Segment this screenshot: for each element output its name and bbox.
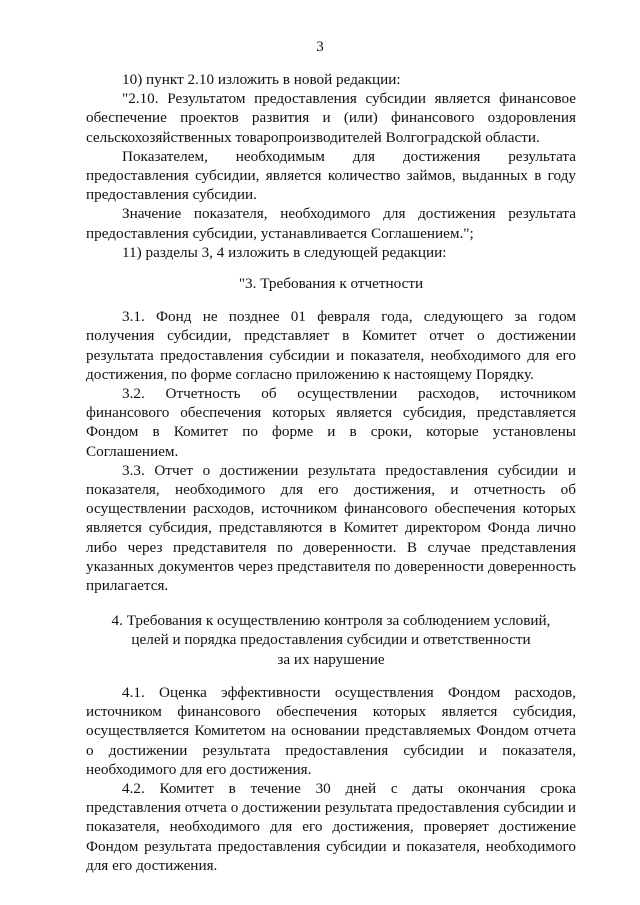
section-4-heading-line: 4. Требования к осуществлению контроля за соблюдением условий, [111,612,551,630]
paragraph-4-1: 4.1. Оценка эффективности осуществления Фондом расходов, источником финансового обеспечения которых является субсидия, осуществляется Комитетом на основании представляемых Фондом отчета о достижении результата предоставления субсидии и показателя, необходимого для его достижения. [86,683,576,778]
paragraph-amendment-11: 11) разделы 3, 4 изложить в следующей редакции: [122,243,447,261]
paragraph-2-10-result: "2.10. Результатом предоставления субсидии является финансовое обеспечение проектов развития и (или) финансового оздоровления сельскохозяйственных товаропроизводителей Волгоградской области. [86,90,576,146]
section-4-heading [86,611,576,669]
section-4-heading-line: целей и порядка предоставления субсидии и ответственности [131,631,531,649]
section-4-heading-line: за их нарушение [277,650,385,668]
paragraph-4-2: 4.2. Комитет в течение 30 дней с даты окончания срока представления отчета о достижении результата предоставления субсидии и показателя, необходимого для его достижения, проверяет достижение Фондом результата предоставления субсидии и показателя, необходимого для его достижения. [86,779,576,874]
paragraph-3-1: 3.1. Фонд не позднее 01 февраля года, следующего за годом получения субсидии, представляет в Комитет отчет о достижении результата предоставления субсидии и показателя, необходимого для его достижения, по форме согласно приложению к настоящему Порядку. [86,308,576,383]
section-3-heading: "3. Требования к отчетности [238,275,424,293]
paragraph-indicator: Показателем, необходимым для достижения результата предоставления субсидии, является количество займов, выданных в году предоставления субсидии. [86,147,576,204]
paragraph-3-3: 3.3. Отчет о достижении результата предоставления субсидии и показателя, необходимого для его достижения, и отчетность об осуществлении расходов, источником финансового обеспечения которых является субсидия, представляются в Комитет директором Фонда лично либо через представителя по доверенности. В случае представления указанных документов через представителя по доверенности доверенность прилагается. [86,461,576,595]
paragraph-3-2: 3.2. Отчетность об осуществлении расходов, источником финансового обеспечения которых является субсидия, представляется Фондом в Комитет по форме и в сроки, которые установлены Соглашением. [86,385,576,460]
document-body [86,70,576,875]
page-number: 3 [316,39,324,55]
paragraph-amendment-10: 10) пункт 2.10 изложить в новой редакции: [122,71,401,88]
paragraph-indicator-value: Значение показателя, необходимого для достижения результата предоставления субсидии, устанавливается Соглашением."; [86,205,576,242]
